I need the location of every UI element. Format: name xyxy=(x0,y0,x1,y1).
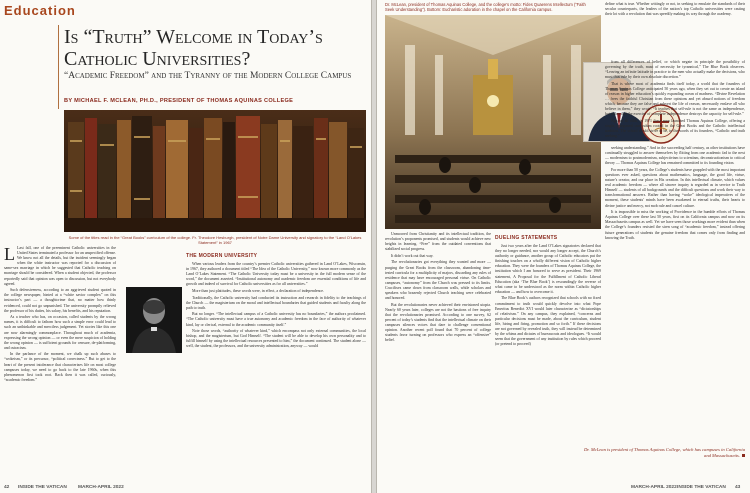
article-column-right-2 xyxy=(495,232,601,480)
article-column-1 xyxy=(4,246,116,482)
drop-cap: L xyxy=(4,246,15,264)
section-heading: DUELING STATEMENTS xyxy=(495,235,558,241)
section-label: Education xyxy=(4,3,76,18)
headline-rule xyxy=(58,25,59,109)
paragraph: It is impossible to miss the working of Providence in the humble efforts of Thomas Aquinas College over these last 50 years, first on its California campus and now on its Massachusetts campus as well. Yet we have seen those workings more evident than when the College’s founders resisted the siren song of “academic freedom,” instead offering future generations of students the genuine freedom that comes only from finding and knowing the Truth. xyxy=(605,210,745,240)
photo-caption: Some of the titles read in the “Great Books” curriculum of the college. Fr. Theodore Hesburgh, president of Notre Dame University and signatory to the “Land O’Lakes Statement” in 1967 xyxy=(68,235,362,245)
paragraph: Traditionally, the Catholic university had conducted its instruction and research in fidelity to the teachings of the Church — the magisterium on the moral and intellectual boundaries that guided students and faculty along the path to truth. xyxy=(186,295,366,310)
paragraph: When various leaders from the country’s premier Catholic universities gathered in Land O’Lakes, Wisconsin, in 1967, they authored a document titled “The Idea of the Catholic University,” now known more commonly as the Land O’Lakes Statement. “The Catholic University today must be a university in the full modern sense of the word,” the document asserted. “Institutional autonomy and academic freedom are essential conditions of life and growth and indeed of survival for Catholic universities as for all universities.” xyxy=(186,262,366,287)
section-heading: THE MODERN UNIVERSITY xyxy=(186,253,258,259)
paragraph: Note those words, “authority of whatever kind,” which encompass not only external communities, the local bishop, and the magisterium, but God Himself. “The student will be able to develop his own personality and to fulfill himself by using the intellectual resources presented to him,” the document continued. The student alone — well, the student, the professors, and the university administration, anyway — would xyxy=(186,329,366,349)
article-column-right-top xyxy=(605,2,745,58)
magazine-name: INSIDE THE VATICAN xyxy=(18,485,67,490)
paragraph: But no longer. “The intellectual campus of a Catholic university has no boundaries,” the authors proclaimed. “The Catholic university must have a true autonomy and academic freedom in the face of authority of whatever kind, lay or clerical, external to the academic community itself.” xyxy=(186,312,366,327)
author-bio xyxy=(577,447,745,458)
issue-date: MARCH-APRIL 2022 xyxy=(78,485,124,490)
right-footer xyxy=(377,483,750,493)
paragraph: from all differences of belief, or which negate in principle the possibility of governing by the truth, must of necessity be tyrannical,” The Blue Book observes. “Leaving an infinite latitude in practice to the men who actually make the decisions, who must thus rule by their own absolute discretion.” xyxy=(605,60,745,80)
paragraph: As a teacher who has, on occasion, called students by the wrong names, it is difficult to fathom how such a simple error could lead to such an unthinkable and merciless judgement. Yet stories like this one are now alarmingly commonplace. Throughout much of academia, expressing the wrong opinion — or even the mere suspicion of holding the wrong opinion — is sufficient grounds for censure, de-platforming, and ostracism. xyxy=(4,315,116,350)
article-column-2 xyxy=(186,250,366,482)
article-column-right-mid xyxy=(605,60,745,144)
paragraph: seeking understanding.” And in the succeeding half century, as other institutions have continually struggled to answer themselves by flitting from one academic fad to the next — modernism to postmodernism, subjectivism to scientism, deconstructionism to critical theory — Thomas Aquinas College has remained committed to its founding vision. xyxy=(605,146,745,166)
paragraph: define what is true. Whether wittingly or not, in seeking to emulate the standards of their secular counterparts, the leaders of the nation’s top Catholic universities were casting their lot with a revolution that was speedily making its way through the academy. xyxy=(605,2,745,17)
left-footer xyxy=(0,483,371,493)
magazine-name: INSIDE THE VATICAN xyxy=(677,485,726,490)
issue-date: MARCH-APRIL 2022 xyxy=(631,485,677,490)
paragraph: It didn’t work out that way. xyxy=(391,253,434,258)
paragraph: The revolutionaries got everything they wanted and more — purging the Great Books from the classroom, abandoning time-tested curricula for a multiplicity of majors, discarding any rules of residence that may have encouraged personal virtue. On Catholic campuses, “autonomy” from the Church was pressed to its limits. Crucifixes came down from classroom walls, while scholars and speakers who brazenly rejected Church teaching were celebrated and honored. xyxy=(385,260,491,301)
page-number: 42 xyxy=(4,485,10,490)
paragraph: Against all odds, in 1971 these men launched Thomas Aquinas College, offering a single, integrated curriculum rooted in the Great Books and the Catholic intellectual tradition. The school would strive to be, in the words of its founders, “Catholic and truth seeking.” xyxy=(605,119,745,139)
chapel-photo xyxy=(385,15,601,229)
paragraph: For more than 50 years, the College’s students have grappled with the most important questions ever asked, questions about mathematics, language, the good life, virtue, nature’s creator, and our place in His creation. In this intellectual climate, which values real academic freedom — where all sincere inquiry is regarded as in service to Truth Himself — students of all backgrounds and the difficult questions and work their way to transformational answers. Rather than having “woke” ideological imperatives of the moment, these students’ minds have been awakened to eternal truths, their hearts to divine justice and mercy, not mob rule and cancel culture. xyxy=(605,167,745,208)
paragraph: The Blue Book’s authors recognized that schools with no fixed commitment to truth would quickly devolve into what Pope Emeritus Benedict XVI would later characterize as “dictatorships of relativism.” On any campus, they explained, “concerns and particular decisions must be made, about the curriculum, student life, hiring and firing, promotion and so forth.” If these decisions are not governed by revealed truth, they will instead be determined by the whims and dictates of bureaucrats and ideologues. “It would seem that the government of any institution by rules which proceed (or pretend to proceed) xyxy=(495,296,601,347)
paragraph: Just two years after the Land O’Lakes signatories declared that they no longer needed, nor would any longer accept, the Church’s authority or guidance, another group of Catholic educators put the finishing touches on a wholly different vision of Catholic higher education. They were the founders of Thomas Aquinas College, the institution which I am honored to serve as president. Their 1969 statement, A Proposal for the Fulfillment of Catholic Liberal Education (aka ‘The Blue Book’) is resoundingly the reverse of what came to be understood as the norm within Catholic higher education — and how to overcome it. xyxy=(495,244,601,294)
paragraph: That is where most of academia finds itself today, a world that the founders of Thomas Aquinas College anticipated 50 years ago, when they set out to create an island of reason in higher education’s quickly expanding ocean of madness. “Divine Revelation … frees the faithful Christian from these opinions and yet absurd notions of freedom which, because they are false and subvert the life of reason, necessarily enslave all who believe in them,” they wrote. “It teaches that self-rule is not the same as independence, but rather that the exercise of complete independence destroys the capacity for self-rule.” xyxy=(605,81,745,117)
article-column-right-3 xyxy=(605,146,745,442)
paragraph: In the parlance of the moment, we chalk up such abuses to “wokeism,” or its precursor, “political correctness.” But to get to the heart of the present intolerance that characterizes life on most college campuses today, we need to go back to the late 1960s, when this phenomenon first took root. Back then it was called, curiously, “academic freedom.” xyxy=(4,352,116,382)
left-page xyxy=(0,0,372,493)
article-column-right-1 xyxy=(385,232,491,480)
right-caption: Dr. McLean, president of Thomas Aquinas College, and the college’s motto: Fides Quaerens Intellectum (“Faith Seek Understanding”). Bottom: Eucharistic adoration in the chapel on the California campus. xyxy=(385,2,586,12)
paragraph: But the revolutionaries never achieved their envisioned utopia. Nearly 60 years later, colleges are not the bastions of free inquiry that the revolutionaries promised. According to one survey, 62 percent of today’s students find that the intellectual climate on their campuses silences voices that dare to challenge conventional opinion. Another recent poll found that 70 percent of college students favor turning on professors who express an “offensive” belief. xyxy=(385,302,491,343)
hesburgh-portrait xyxy=(126,287,182,353)
paragraph: Unmoored from Christianity and its intellectual tradition, the revolution’s proponents promised, and students would achieve new heights in learning. “Free” from the outdated conventions that stabilized social progress. xyxy=(385,232,491,252)
paragraph-text: Last fall, one of the preeminent Catholic universities in the United States terminated a professor for an unspecified offense. We know not all the details, but the incident seemingly began when the white instructor was reported for a discussion of same-sex marriage in which he suggested that Catholic teaching on marriage should be considered. When a student objected, the professor reportedly said that opinion was open to discussion, but not everybody agreed. xyxy=(4,246,116,286)
bookshelf-photo xyxy=(64,110,366,232)
paragraph: More than just platitudes, these words were, in effect, a declaration of independence. xyxy=(192,288,324,293)
author-bio-text: Dr. McLean is president of Thomas Aquinas College, which has campuses in California and Massachusetts. xyxy=(583,447,745,458)
page-number: 43 xyxy=(735,485,741,490)
end-mark-icon xyxy=(742,454,745,457)
article-headline: Is “Truth” Welcome in Today’s Catholic Universities? xyxy=(64,26,323,70)
right-page xyxy=(376,0,750,493)
article-subhead: “Academic Freedom” and the Tyranny of the Modern College Campus xyxy=(64,71,352,81)
paragraph: Such defensiveness, according to an aggrieved student quoted in the college newspaper, hinted at a “white savior complex” on this instructor’s part — a thoughtcrime that, no matter how thinly evidenced, could not go unpunished. The university promptly relieved the professor of his duties, his salary, his benefits, and his reputation. xyxy=(4,288,116,313)
paragraph xyxy=(4,246,116,287)
article-byline: BY MICHAEL F. MCLEAN, PH.D., PRESIDENT OF THOMAS AQUINAS COLLEGE xyxy=(64,98,294,104)
